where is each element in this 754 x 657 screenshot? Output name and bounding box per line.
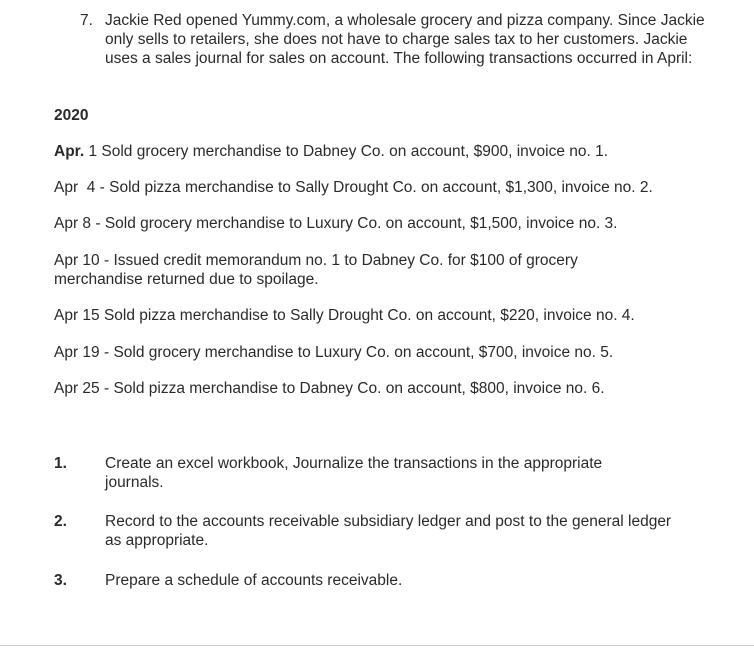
year-heading: 2020 bbox=[54, 107, 89, 124]
transaction-line: Apr 4 - Sold pizza merchandise to Sally Drought Co. on account, $1,300, invoice no. 2. bbox=[54, 179, 653, 196]
problem-text: Jackie Red opened Yummy.com, a wholesale grocery and pizza company. Since Jackie only sells to retailers, she does not have to charge sales tax to her customers. Jackie uses a sales journal for sales on account. The following transactions occurred in April: bbox=[105, 12, 705, 67]
task-number: 2. bbox=[54, 513, 67, 530]
transaction-line: Apr 15 Sold pizza merchandise to Sally Drought Co. on account, $220, invoice no. 4. bbox=[54, 307, 635, 324]
transaction-text: 1 Sold grocery merchandise to Dabney Co. on account, $900, invoice no. 1. bbox=[84, 143, 609, 160]
transaction-line: Apr 8 - Sold grocery merchandise to Luxury Co. on account, $1,500, invoice no. 3. bbox=[54, 215, 618, 232]
month-label: Apr. bbox=[54, 143, 85, 160]
task-text: Record to the accounts receivable subsidiary ledger and post to the general ledger as appropriate. bbox=[105, 513, 672, 549]
problem-intro bbox=[80, 11, 720, 68]
task-item bbox=[54, 571, 714, 590]
task-item bbox=[54, 454, 714, 492]
task-number: 1. bbox=[54, 455, 67, 472]
transaction-line: Apr 19 - Sold grocery merchandise to Luxury Co. on account, $700, invoice no. 5. bbox=[54, 344, 614, 361]
transaction-line: Apr 10 - Issued credit memorandum no. 1 to Dabney Co. for $100 of grocery merchandise returned due to spoilage. bbox=[54, 252, 578, 288]
page-divider bbox=[0, 645, 754, 646]
task-text: Prepare a schedule of accounts receivable. bbox=[105, 572, 403, 589]
transaction-line: Apr 25 - Sold pizza merchandise to Dabney Co. on account, $800, invoice no. 6. bbox=[54, 380, 605, 397]
task-number: 3. bbox=[54, 572, 67, 589]
transaction-line bbox=[54, 142, 734, 161]
task-text: Create an excel workbook, Journalize the transactions in the appropriate journals. bbox=[105, 455, 603, 491]
task-item bbox=[54, 512, 714, 550]
problem-number: 7. bbox=[80, 12, 93, 29]
